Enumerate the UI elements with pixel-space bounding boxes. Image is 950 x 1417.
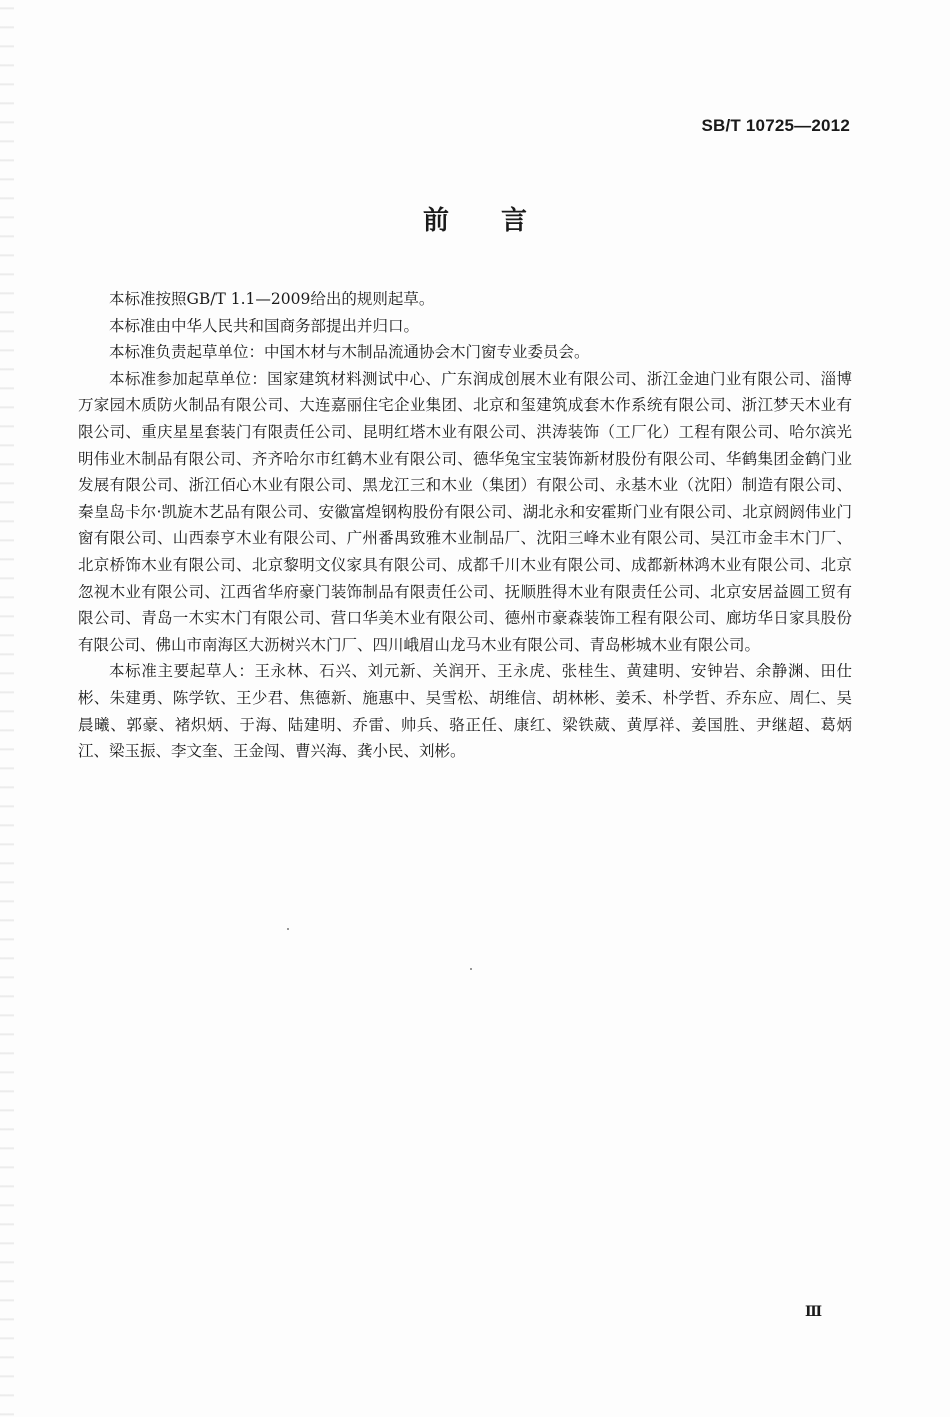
paragraph-proposer: 本标准由中华人民共和国商务部提出并归口。 [109, 316, 420, 335]
paragraph-participating-units: 本标准参加起草单位：国家建筑材料测试中心、广东润成创展木业有限公司、浙江金迪门业有限公司、淄博万家园木质防火制品有限公司、大连嘉丽住宅企业集团、北京和玺建筑成套木作系统有限公司、浙江梦天木业有限公司、重庆星星套装门有限责任公司、昆明红塔木业有限公司、洪涛装饰（工厂化）工程有限公司、哈尔滨光明伟业木制品有限公司、齐齐哈尔市红鹤木业有限公司、德华兔宝宝装饰新材股份有限公司、华鹤集团金鹤门业发展有限公司、浙江佰心木业有限公司、黑龙江三和木业（集团）有限公司、永基木业（沈阳）制造有限公司、秦皇岛卡尔·凯旋木艺品有限公司、安徽富煌钢构股份有限公司、湖北永和安霍斯门业有限公司、北京阏阏伟业门窗有限公司、山西泰亨木业有限公司、广州番禺致雅木业制品厂、沈阳三峰木业有限公司、吴江市金丰木门厂、北京桥饰木业有限公司、北京黎明文仪家具有限公司、成都千川木业有限公司、成都新林鸿木业有限公司、北京忽视木业有限公司、江西省华府豪门装饰制品有限责任公司、抚顺胜得木业有限责任公司、北京安居益圆工贸有限公司、青岛一木实木门有限公司、营口华美木业有限公司、德州市豪森装饰工程有限公司、廊坊华日家具股份有限公司、佛山市南海区大沥树兴木门厂、四川峨眉山龙马木业有限公司、青岛彬城木业有限公司。 [78, 369, 852, 654]
paragraph-responsible-unit: 本标准负责起草单位：中国木材与木制品流通协会木门窗专业委员会。 [109, 343, 590, 362]
paragraph-drafting-rules: 本标准按照GB/T 1.1—2009给出的规则起草。 [109, 290, 435, 308]
paragraph-main-drafters: 本标准主要起草人：王永林、石兴、刘元新、关润开、王永虎、张桂生、黄建明、安钟岩、余静渊、田仕彬、朱建勇、陈学钦、王少君、焦德新、施惠中、吴雪松、胡维信、胡林彬、姜禾、朴学哲、乔东应、周仁、吴晨曦、郭豪、褚炽炳、于海、陆建明、乔雷、帅兵、骆正任、康红、梁铁葳、黄厚祥、姜国胜、尹继超、葛炳江、梁玉振、李文奎、王金闯、曹兴海、龚小民、刘彬。 [78, 662, 852, 761]
scan-speck [287, 928, 289, 930]
document-code: SB/T 10725—2012 [701, 116, 850, 135]
foreword-body [78, 286, 852, 765]
page-number: Ⅲ [804, 1304, 822, 1320]
scan-speck [470, 968, 472, 970]
page-title: 前言 [422, 206, 579, 236]
